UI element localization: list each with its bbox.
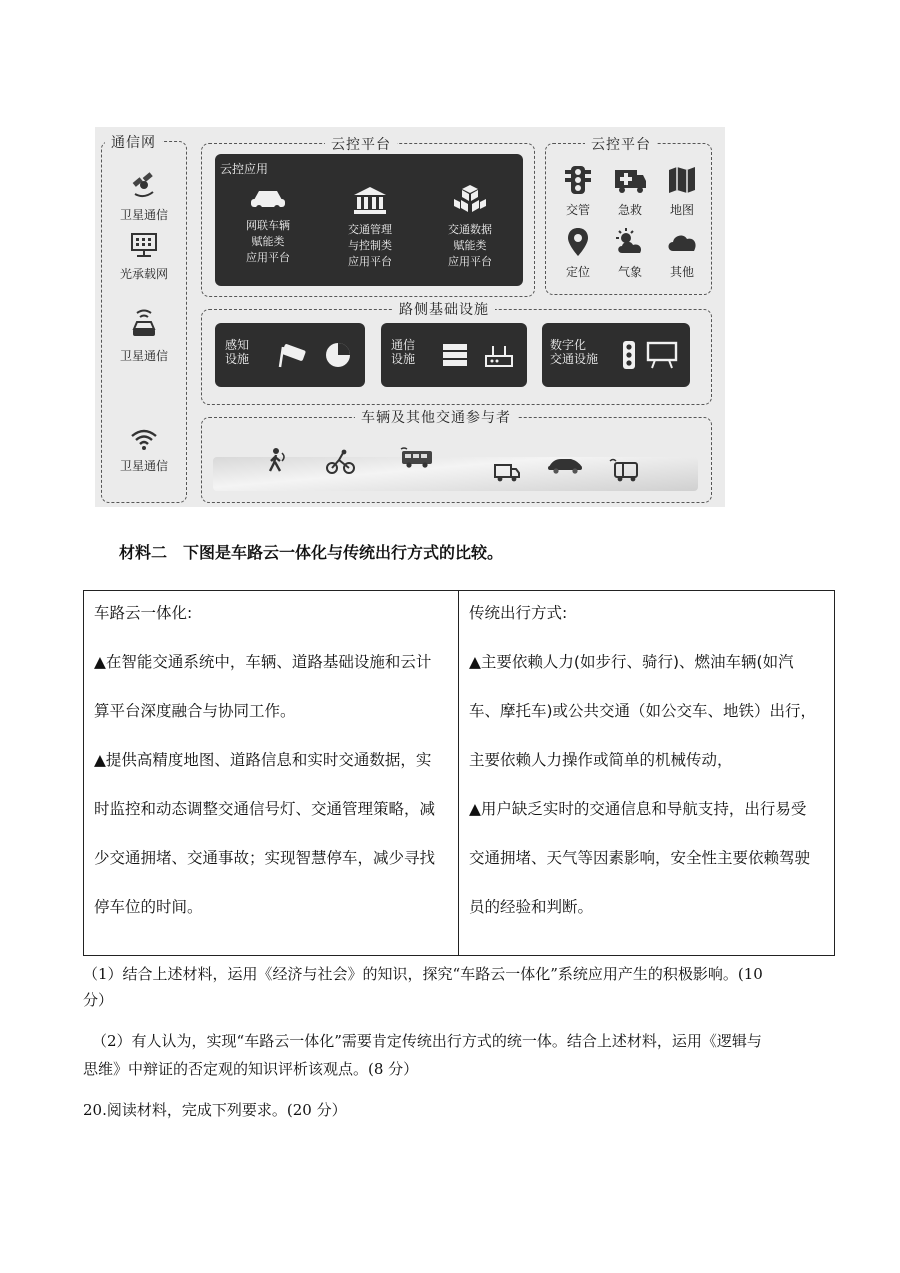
pedestrian-icon	[267, 447, 289, 473]
text-line: 主要依赖人力操作或简单的机械传动，	[469, 751, 733, 769]
bus-icon	[399, 447, 435, 471]
column-heading: 车路云一体化:	[94, 604, 193, 622]
network-label: 光承载网	[119, 267, 168, 281]
car-icon	[248, 186, 288, 212]
app-text-line: 赋能类	[251, 235, 285, 248]
app-text-line: 交通管理	[348, 223, 392, 236]
display-board-icon	[646, 341, 678, 369]
map-icon	[667, 165, 697, 195]
network-item-car-comm	[99, 307, 189, 364]
router-icon	[483, 342, 515, 368]
column-paragraph	[469, 797, 826, 920]
text-line: 车、摩托车)或公共交通（如公交车、地铁）出行，	[469, 702, 817, 720]
infra-line: 感知	[225, 338, 250, 352]
app-text-line: 赋能类	[453, 239, 487, 252]
service-location	[550, 227, 606, 280]
satellite-icon	[129, 172, 159, 200]
traffic-light-icon	[618, 340, 640, 370]
service-label: 地图	[669, 203, 694, 217]
service-traffic	[550, 165, 606, 218]
text-line: ▲在智能交通系统中，车辆、道路基础设施和云计	[94, 653, 432, 671]
table-column-traditional	[459, 591, 834, 955]
app-text-line: 应用平台	[246, 251, 290, 264]
column-paragraph	[94, 650, 450, 724]
cubes-icon	[452, 184, 488, 216]
text-line: 少交通拥堵、交通事故；实现智慧停车，减少寻找	[94, 849, 436, 867]
roadside-sensing	[215, 323, 365, 387]
service-label: 定位	[565, 265, 590, 279]
column-heading: 传统出行方式:	[469, 604, 568, 622]
text-line: 算平台深度融合与协同工作。	[94, 702, 296, 720]
app-text-line: 与控制类	[348, 239, 392, 252]
infra-line: 通信	[391, 338, 416, 352]
app-text-line: 应用平台	[348, 255, 392, 268]
network-item-satellite	[99, 172, 189, 223]
cloud-services-title: 云控平台	[585, 134, 657, 154]
service-label: 气象	[617, 265, 642, 279]
truck-icon	[491, 459, 521, 483]
text-line: ▲提供高精度地图、道路信息和实时交通数据，实	[94, 751, 432, 769]
service-other	[654, 227, 710, 280]
radar-icon	[323, 340, 353, 370]
network-label: 卫星通信	[119, 349, 168, 363]
comparison-table	[83, 590, 835, 956]
network-item-wifi	[99, 427, 189, 474]
roadside-title: 路侧基础设施	[393, 299, 495, 319]
column-paragraph	[469, 650, 826, 773]
app-traffic-data	[415, 184, 525, 268]
text-line: 员的经验和判断。	[469, 898, 594, 916]
service-label: 急救	[617, 203, 642, 217]
service-map	[654, 165, 710, 218]
service-label: 其他	[669, 265, 694, 279]
car-wifi-icon	[129, 307, 159, 341]
text-line: 停车位的时间。	[94, 898, 203, 916]
infra-text	[225, 338, 249, 366]
service-label: 交管	[565, 203, 590, 217]
question-2-line-2: 思维》中辩证的否定观的知识评析该观点。(8 分）	[83, 1060, 419, 1078]
van-icon	[609, 457, 641, 483]
vehicles-road	[201, 417, 710, 501]
material2-caption: 材料二 下图是车路云一体化与传统出行方式的比较。	[119, 543, 504, 562]
camera-icon	[277, 341, 311, 369]
app-text-line: 交通数据	[448, 223, 492, 236]
cloud-app-panel	[215, 154, 523, 286]
wifi-icon	[129, 427, 159, 451]
app-text-line: 应用平台	[448, 255, 492, 268]
text-line: 时监控和动态调整交通信号灯、交通管理策略，减	[94, 800, 436, 818]
network-title: 通信网	[105, 132, 162, 152]
cloud-app-title: 云控平台	[325, 134, 397, 154]
roadside-digital	[542, 323, 690, 387]
bank-icon	[352, 186, 388, 216]
roadside-communication	[381, 323, 527, 387]
question-2-line-1: （2）有人认为，实现“车路云一体化”需要肯定传统出行方式的统一体。结合上述材料，运用《逻辑与	[92, 1032, 762, 1050]
weather-icon	[614, 227, 646, 257]
cloud-app-label: 云控应用	[220, 162, 269, 176]
app-traffic-management	[315, 186, 425, 268]
question-1-line-1: （1）结合上述材料，运用《经济与社会》的知识，探究“车路云一体化”系统应用产生的积极影响。(10	[83, 965, 763, 983]
app-text-line: 网联车辆	[246, 219, 290, 232]
vehicles-title: 车辆及其他交通参与者	[355, 407, 517, 427]
network-label: 卫星通信	[119, 208, 168, 222]
location-pin-icon	[566, 227, 590, 257]
cyclist-icon	[325, 449, 357, 475]
infra-line: 数字化	[550, 338, 587, 352]
ambulance-icon	[613, 165, 647, 195]
infra-line: 设施	[225, 352, 250, 366]
infra-line: 设施	[391, 352, 416, 366]
traffic-light-icon	[564, 165, 592, 195]
cloud-icon	[666, 227, 698, 257]
column-paragraph	[94, 748, 450, 920]
network-grid-icon	[129, 231, 159, 259]
server-icon	[441, 342, 469, 368]
question-1-line-2: 分）	[83, 991, 114, 1009]
text-line: ▲用户缺乏实时的交通信息和导航支持，出行易受	[469, 800, 807, 818]
table-column-integrated	[84, 591, 459, 955]
question-20-heading: 20.阅读材料，完成下列要求。(20 分）	[83, 1101, 347, 1119]
infra-text	[391, 338, 415, 366]
service-ambulance	[602, 165, 658, 218]
network-item-optical	[99, 231, 189, 282]
app-connected-vehicle	[213, 186, 323, 264]
car-icon	[545, 453, 585, 475]
text-line: ▲主要依赖人力(如步行、骑行)、燃油车辆(如汽	[469, 653, 794, 671]
infra-line: 交通设施	[550, 352, 599, 366]
service-weather	[602, 227, 658, 280]
text-line: 交通拥堵、天气等因素影响，安全性主要依赖驾驶	[469, 849, 811, 867]
infra-text	[550, 338, 598, 366]
network-label: 卫星通信	[119, 459, 168, 473]
architecture-figure	[95, 127, 725, 507]
